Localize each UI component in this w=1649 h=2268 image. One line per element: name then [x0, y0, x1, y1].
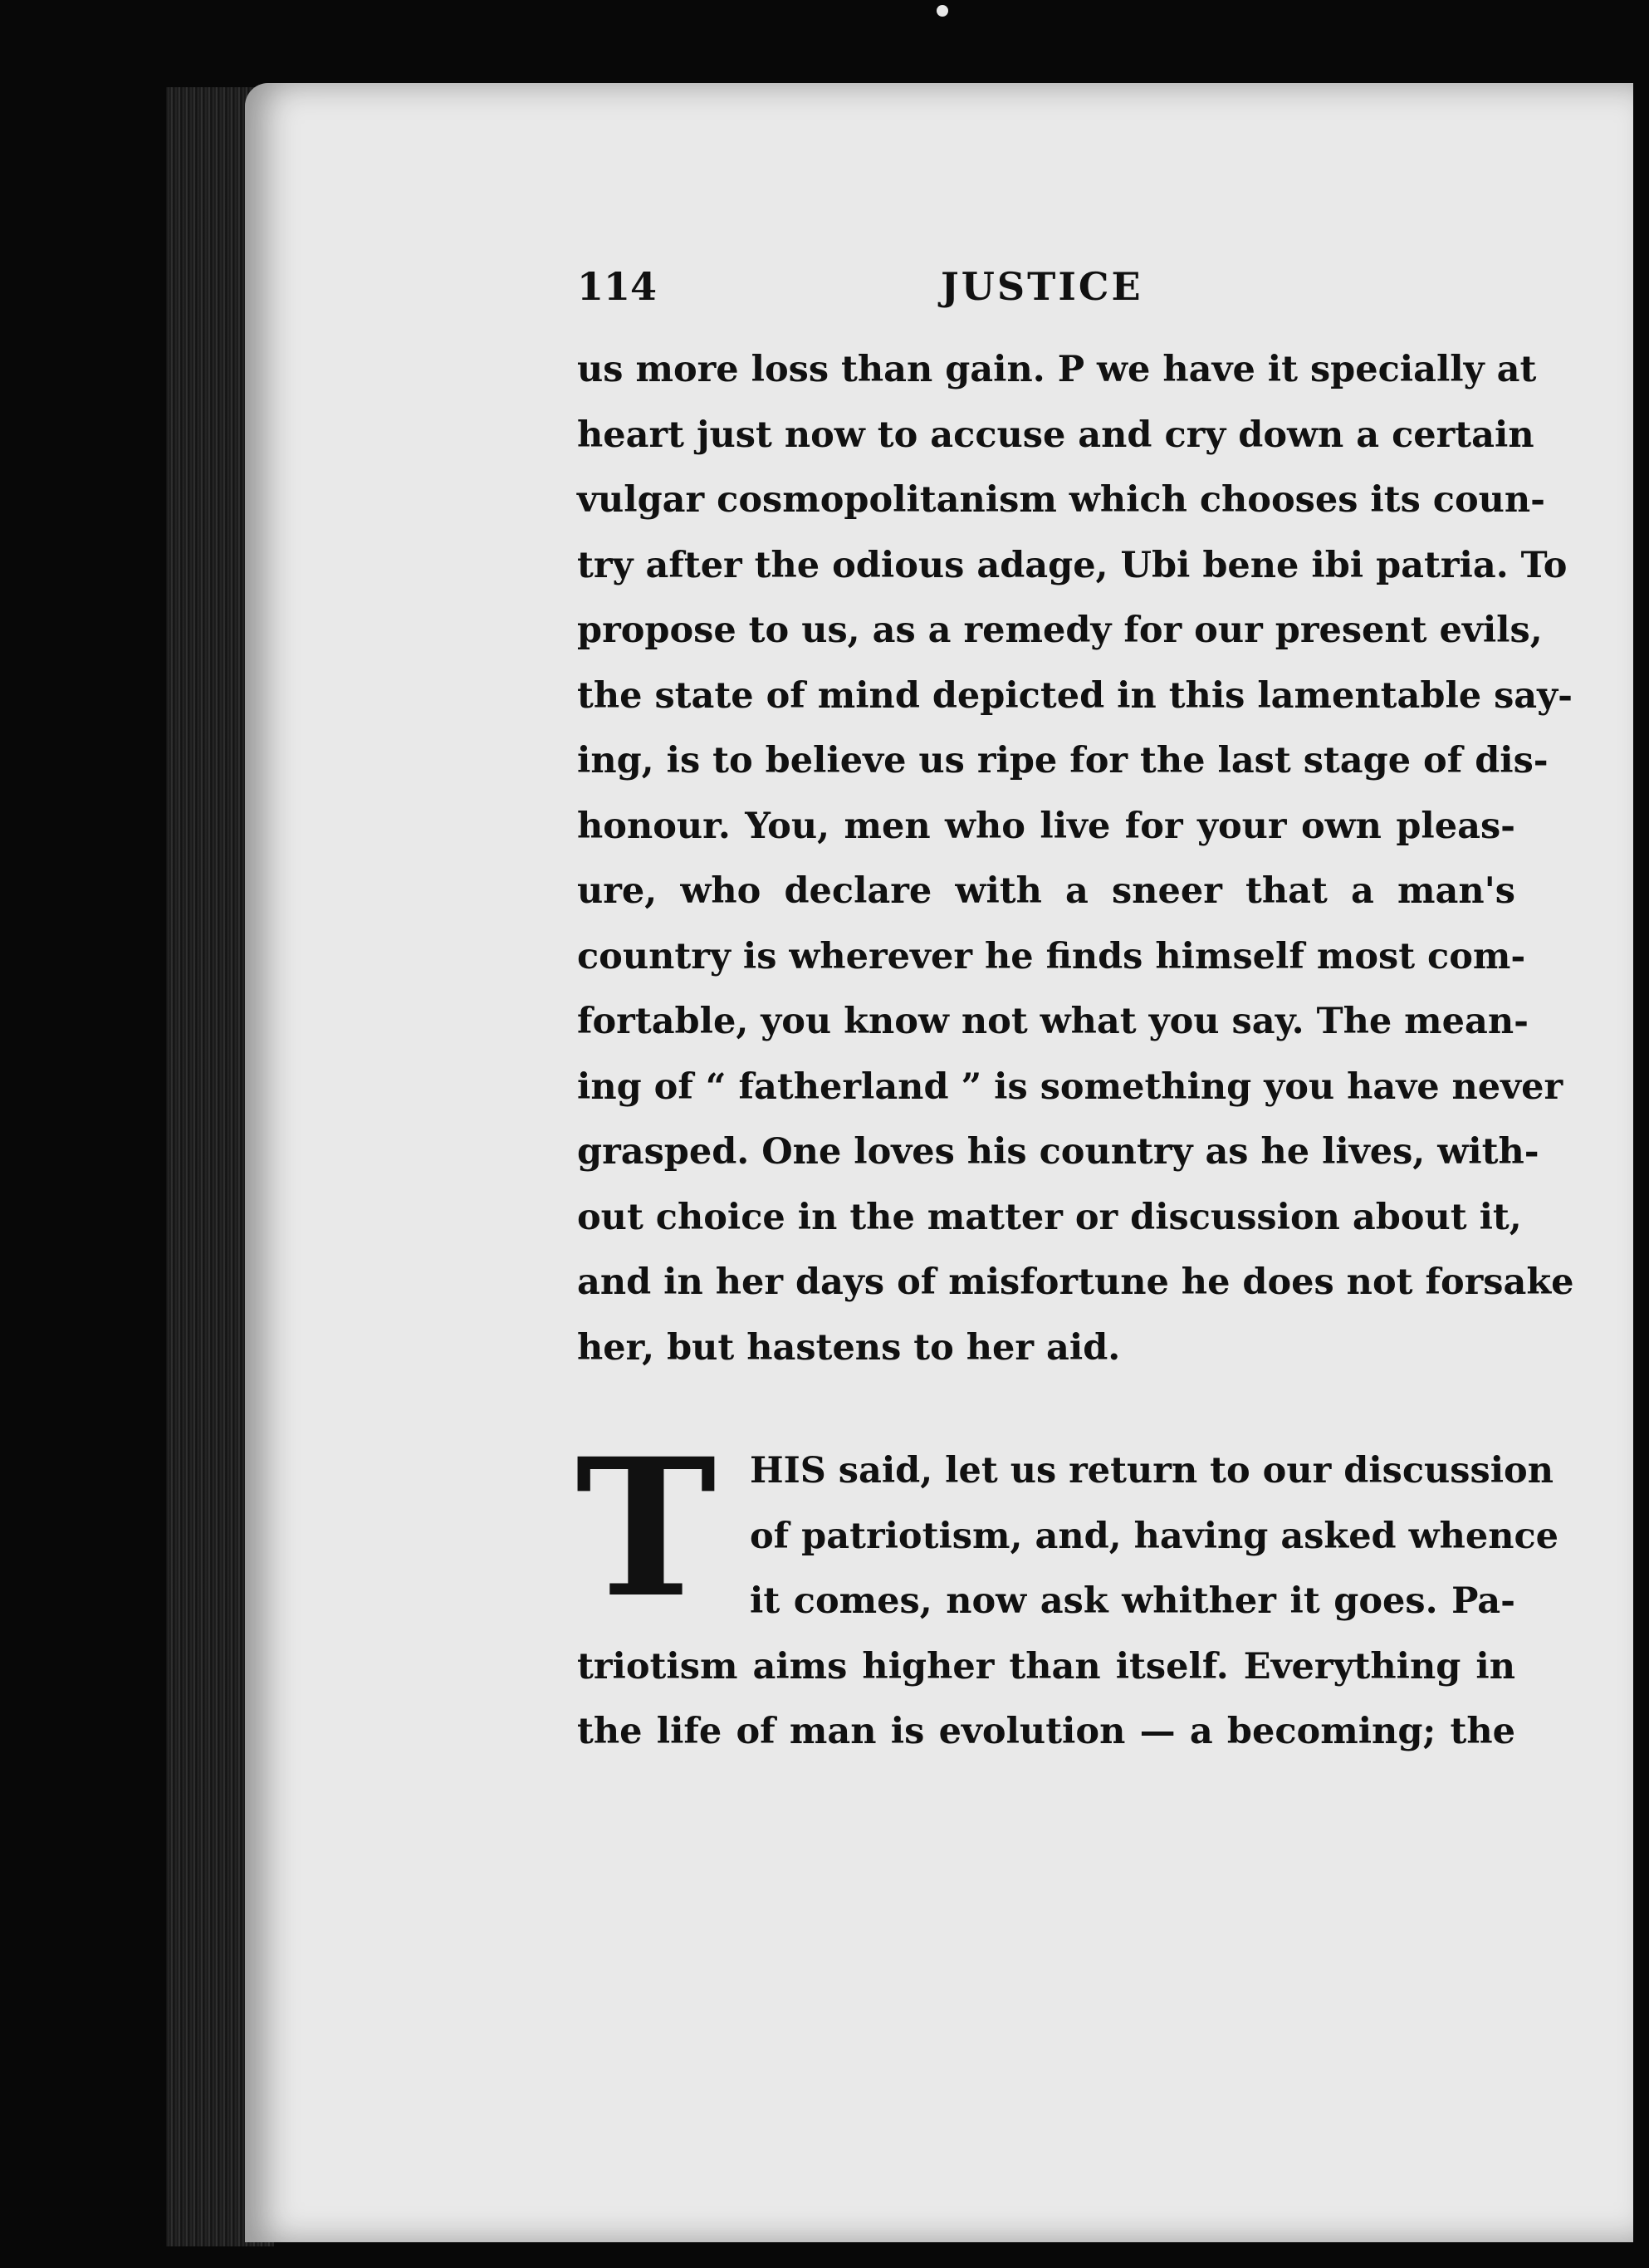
text-line: out choice in the matter or discussion about it,	[577, 1196, 1522, 1238]
text-line: fortable, you know not what you say. The mean-	[577, 1001, 1529, 1042]
paragraph-1	[577, 337, 1574, 1380]
page-number: 114	[577, 264, 658, 309]
text-line: heart just now to accuse and cry down a certain	[577, 414, 1534, 456]
text-line: ing of “ fatherland ” is something you have never	[577, 1065, 1563, 1108]
text-line: propose to us, as a remedy for our present evils,	[577, 610, 1543, 651]
text-line: the life of man is evolution — a becoming; the	[577, 1711, 1515, 1752]
text-line: triotism aims higher than itself. Everything in	[577, 1645, 1515, 1688]
text-line: and in her days of misfortune he does not forsake	[577, 1261, 1574, 1303]
text-line: the state of mind depicted in this lamentable say-	[577, 674, 1573, 717]
text-line: ure, who declare with a sneer that a man's	[577, 870, 1515, 912]
text-line: grasped. One loves his country as he lives, with-	[577, 1131, 1539, 1173]
running-head: JUSTICE	[941, 264, 1143, 309]
text-line: HIS said, let us return to our discussion	[750, 1450, 1554, 1492]
page-header	[577, 264, 1515, 331]
text-line: try after the odious adage, Ubi bene ibi patria. To	[577, 544, 1568, 586]
text-line: country is wherever he finds himself most com-	[577, 935, 1526, 977]
text-line: of patriotism, and, having asked whence	[750, 1515, 1559, 1557]
text-line: vulgar cosmopolitanism which chooses its coun-	[577, 479, 1545, 521]
text-line: ing, is to believe us ripe for the last stage of dis-	[577, 740, 1549, 781]
drop-cap: T	[575, 1417, 717, 1639]
scan-artifact-dot	[937, 5, 948, 17]
text-line: honour. You, men who live for your own pleas-	[577, 805, 1515, 847]
paragraph-2	[575, 1417, 1559, 1765]
text-line: it comes, now ask whither it goes. Pa-	[750, 1580, 1515, 1622]
text-line: us more loss than gain. P we have it specially at	[577, 349, 1537, 390]
text-line: her, but hastens to her aid.	[577, 1326, 1121, 1369]
